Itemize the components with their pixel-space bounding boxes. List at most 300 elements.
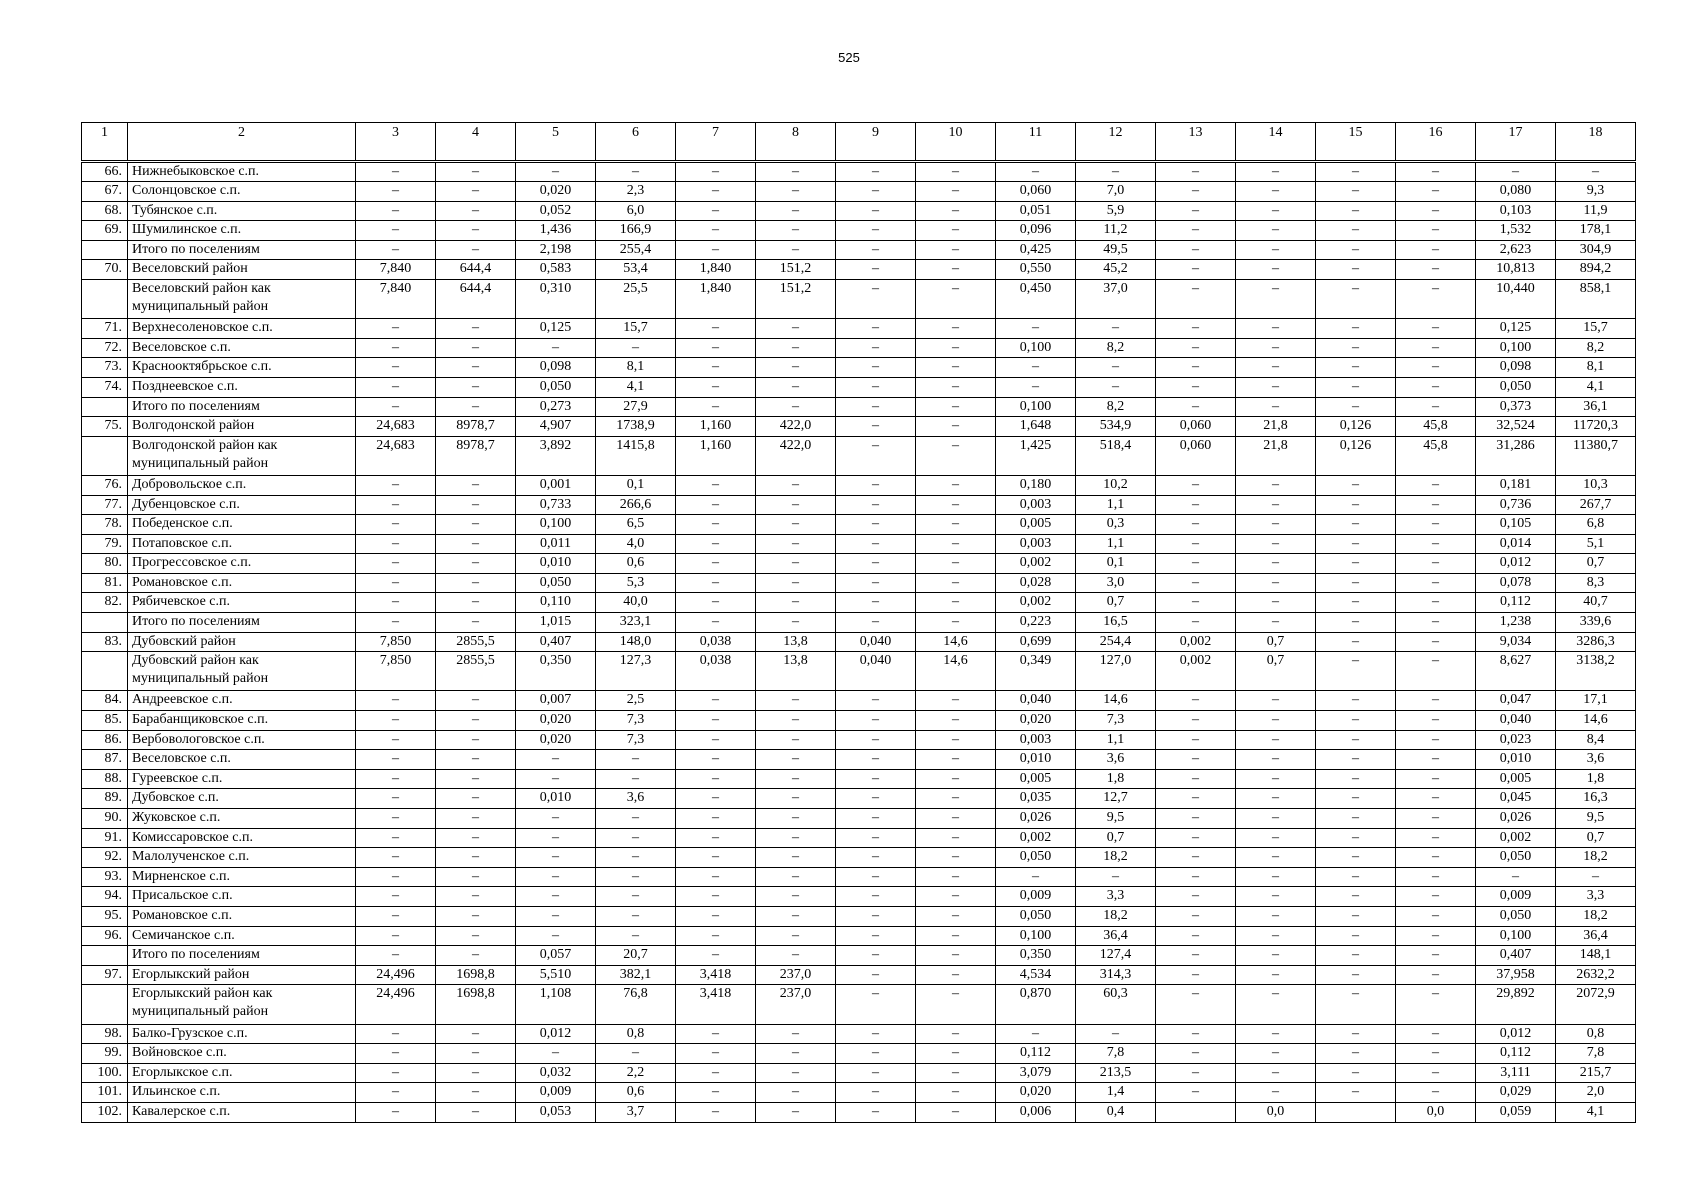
value-cell: – [916,515,996,535]
value-cell: 1698,8 [436,985,516,1024]
value-cell: 2,0 [1556,1083,1636,1103]
value-cell: 3,892 [516,436,596,475]
value-cell: – [1236,397,1316,417]
value-cell: 40,7 [1556,593,1636,613]
value-cell: – [1156,946,1236,966]
value-cell: 0,002 [996,593,1076,613]
table-row [82,965,1636,985]
value-cell: – [436,809,516,829]
value-cell: – [1476,867,1556,887]
value-cell: 21,8 [1236,436,1316,475]
value-cell: – [356,613,436,633]
value-cell: 0,583 [516,260,596,280]
value-cell: – [356,789,436,809]
value-cell: – [836,1024,916,1044]
value-cell: – [1316,377,1396,397]
entity-name-cell: Веселовское с.п. [128,338,356,358]
value-cell: – [916,279,996,318]
value-cell: – [1316,691,1396,711]
value-cell: – [756,711,836,731]
value-cell: 0,8 [596,1024,676,1044]
value-cell: – [436,750,516,770]
value-cell: – [1156,358,1236,378]
entity-name-cell: Балко-Грузское с.п. [128,1024,356,1044]
entity-name-cell: Дубовский район как муниципальный район [128,652,356,691]
value-cell: 0,736 [1476,495,1556,515]
value-cell: – [1076,162,1156,182]
entity-name-cell: Андреевское с.п. [128,691,356,711]
value-cell: – [756,613,836,633]
value-cell: – [596,867,676,887]
value-cell: – [1156,867,1236,887]
value-cell: – [1236,691,1316,711]
value-cell: 1,840 [676,260,756,280]
value-cell: – [916,867,996,887]
value-cell: – [836,985,916,1024]
value-cell: 18,2 [1556,848,1636,868]
value-cell: – [756,182,836,202]
value-cell: 0,026 [1476,809,1556,829]
row-number-cell [82,985,128,1024]
value-cell: – [356,1063,436,1083]
value-cell: – [1236,1044,1316,1064]
entity-name-cell: Волгодонской район как муниципальный район [128,436,356,475]
value-cell: – [1316,789,1396,809]
value-cell: 14,6 [1556,711,1636,731]
value-cell: – [1076,377,1156,397]
entity-name-cell: Егорлыкский район [128,965,356,985]
value-cell: – [356,162,436,182]
entity-name-cell: Дубовское с.п. [128,789,356,809]
value-cell: 2,5 [596,691,676,711]
table-row [82,162,1636,182]
value-cell: – [356,691,436,711]
value-cell: – [1236,613,1316,633]
value-cell: – [1396,279,1476,318]
value-cell: – [756,946,836,966]
value-cell: 53,4 [596,260,676,280]
value-cell: 0,100 [516,515,596,535]
value-cell: 0,100 [1476,338,1556,358]
value-cell: – [996,319,1076,339]
value-cell: 0,010 [996,750,1076,770]
row-number-cell: 81. [82,573,128,593]
value-cell: – [916,848,996,868]
value-cell: 1,160 [676,417,756,437]
value-cell: 24,683 [356,436,436,475]
column-header: 10 [916,123,996,162]
value-cell: 0,550 [996,260,1076,280]
value-cell: 0,035 [996,789,1076,809]
value-cell: – [916,338,996,358]
table-row [82,573,1636,593]
value-cell: 0,112 [1476,593,1556,613]
value-cell: 3,0 [1076,573,1156,593]
value-cell: – [1236,769,1316,789]
value-cell: – [1236,946,1316,966]
value-cell: – [1316,593,1396,613]
value-cell: 0,126 [1316,417,1396,437]
entity-name-cell: Краснооктябрьское с.п. [128,358,356,378]
value-cell: – [1396,1083,1476,1103]
value-cell: – [916,1102,996,1122]
value-cell: – [1316,279,1396,318]
value-cell: 3,3 [1556,887,1636,907]
value-cell: – [1396,260,1476,280]
value-cell: – [756,1102,836,1122]
value-cell: – [1236,358,1316,378]
column-header: 12 [1076,123,1156,162]
value-cell: – [1236,867,1316,887]
value-cell: – [596,848,676,868]
table-row [82,201,1636,221]
value-cell: 21,8 [1236,417,1316,437]
value-cell: 0,002 [1476,828,1556,848]
value-cell: – [1316,867,1396,887]
value-cell: 0,050 [1476,906,1556,926]
value-cell: 0,407 [516,632,596,652]
value-cell: – [1396,632,1476,652]
value-cell: 0,350 [516,652,596,691]
value-cell: – [916,573,996,593]
value-cell: 0,870 [996,985,1076,1024]
value-cell: – [1316,887,1396,907]
row-number-cell: 100. [82,1063,128,1083]
value-cell: – [1316,201,1396,221]
value-cell: – [356,534,436,554]
value-cell: 0,7 [1556,828,1636,848]
value-cell: – [436,691,516,711]
value-cell: – [1396,495,1476,515]
value-cell: 45,2 [1076,260,1156,280]
value-cell: 10,440 [1476,279,1556,318]
value-cell: – [1236,828,1316,848]
value-cell: – [756,1044,836,1064]
entity-name-cell: Итого по поселениям [128,946,356,966]
value-cell: 237,0 [756,985,836,1024]
value-cell: – [916,828,996,848]
value-cell: – [1396,985,1476,1024]
entity-name-cell: Малолученское с.п. [128,848,356,868]
value-cell: – [436,201,516,221]
value-cell: 894,2 [1556,260,1636,280]
value-cell: – [916,260,996,280]
entity-name-cell: Веселовский район [128,260,356,280]
value-cell: 36,4 [1076,926,1156,946]
entity-name-cell: Шумилинское с.п. [128,221,356,241]
value-cell: – [356,906,436,926]
table-row [82,632,1636,652]
value-cell: – [356,1044,436,1064]
table-row [82,279,1636,318]
value-cell: 0,060 [996,182,1076,202]
value-cell: – [836,769,916,789]
table-row [82,417,1636,437]
column-header: 5 [516,123,596,162]
value-cell: – [1396,613,1476,633]
value-cell: – [356,554,436,574]
value-cell: – [436,946,516,966]
value-cell: – [836,573,916,593]
value-cell: – [756,887,836,907]
value-cell: – [836,436,916,475]
value-cell: – [436,789,516,809]
value-cell: – [836,201,916,221]
value-cell: – [516,338,596,358]
value-cell: – [1316,221,1396,241]
value-cell: 0,273 [516,397,596,417]
table-row [82,730,1636,750]
row-number-cell [82,279,128,318]
value-cell: 0,8 [1556,1024,1636,1044]
row-number-cell: 89. [82,789,128,809]
table-row [82,515,1636,535]
entity-name-cell: Солонцовское с.п. [128,182,356,202]
value-cell: – [676,789,756,809]
table-row [82,436,1636,475]
table-row [82,1024,1636,1044]
value-cell: – [1396,554,1476,574]
value-cell: – [1396,1044,1476,1064]
value-cell: 9,034 [1476,632,1556,652]
value-cell: – [916,965,996,985]
value-cell: – [916,162,996,182]
value-cell: – [1316,632,1396,652]
value-cell: 4,1 [1556,1102,1636,1122]
value-cell: – [436,1044,516,1064]
value-cell: – [1316,534,1396,554]
value-cell: 0,7 [1236,632,1316,652]
value-cell: – [676,848,756,868]
value-cell: – [596,162,676,182]
value-cell: – [436,1083,516,1103]
value-cell: 1,840 [676,279,756,318]
row-number-cell: 82. [82,593,128,613]
value-cell: – [1316,946,1396,966]
value-cell: 1,1 [1076,495,1156,515]
value-cell: 0,310 [516,279,596,318]
value-cell: – [836,279,916,318]
value-cell: – [356,769,436,789]
value-cell: 0,005 [1476,769,1556,789]
value-cell: – [1236,221,1316,241]
value-cell: – [1396,515,1476,535]
value-cell: 1,436 [516,221,596,241]
value-cell: 24,496 [356,965,436,985]
value-cell: – [1236,1083,1316,1103]
table-row [82,338,1636,358]
row-number-cell: 74. [82,377,128,397]
value-cell: – [1236,182,1316,202]
table-row [82,828,1636,848]
value-cell: – [1236,1024,1316,1044]
column-header: 2 [128,123,356,162]
value-cell: – [836,789,916,809]
value-cell: – [516,926,596,946]
row-number-cell: 68. [82,201,128,221]
value-cell: 60,3 [1076,985,1156,1024]
value-cell: – [836,377,916,397]
value-cell: 0,020 [996,711,1076,731]
value-cell: 0,1 [596,475,676,495]
value-cell: – [836,358,916,378]
value-cell: – [676,221,756,241]
entity-name-cell: Верхнесоленовское с.п. [128,319,356,339]
value-cell: 7,840 [356,260,436,280]
value-cell: 0,373 [1476,397,1556,417]
value-cell: 0,059 [1476,1102,1556,1122]
value-cell: – [916,906,996,926]
value-cell: – [1316,338,1396,358]
value-cell: – [436,338,516,358]
value-cell: – [356,240,436,260]
value-cell: – [1396,201,1476,221]
value-cell: – [676,182,756,202]
value-cell: 40,0 [596,593,676,613]
value-cell: – [1316,711,1396,731]
value-cell: 25,5 [596,279,676,318]
value-cell: – [1316,182,1396,202]
value-cell: 0,110 [516,593,596,613]
value-cell: 76,8 [596,985,676,1024]
value-cell: – [436,1024,516,1044]
value-cell: – [1156,789,1236,809]
value-cell: – [436,554,516,574]
row-number-cell: 95. [82,906,128,926]
value-cell: – [1156,613,1236,633]
value-cell: – [1156,240,1236,260]
value-cell: – [836,711,916,731]
value-cell: – [1316,1044,1396,1064]
entity-name-cell: Гуреевское с.п. [128,769,356,789]
value-cell: – [1396,887,1476,907]
value-cell: – [1396,926,1476,946]
value-cell: 266,6 [596,495,676,515]
entity-name-cell: Веселовское с.п. [128,750,356,770]
value-cell: – [916,240,996,260]
value-cell: 0,112 [996,1044,1076,1064]
column-header: 6 [596,123,676,162]
value-cell: 3,079 [996,1063,1076,1083]
page-number: 525 [838,50,860,65]
value-cell: – [1556,867,1636,887]
value-cell: 0,050 [996,906,1076,926]
entity-name-cell: Тубянское с.п. [128,201,356,221]
table-row [82,1102,1636,1122]
value-cell: – [1396,965,1476,985]
value-cell: 0,7 [1076,828,1156,848]
value-cell: – [1236,789,1316,809]
value-cell: – [1156,162,1236,182]
value-cell: 7,0 [1076,182,1156,202]
table-row [82,319,1636,339]
entity-name-cell: Дубенцовское с.п. [128,495,356,515]
value-cell: 8,1 [596,358,676,378]
value-cell: – [676,573,756,593]
value-cell: – [1396,769,1476,789]
value-cell: – [1316,573,1396,593]
value-cell: – [1156,593,1236,613]
value-cell: – [836,1102,916,1122]
value-cell: – [436,711,516,731]
value-cell: 36,1 [1556,397,1636,417]
value-cell: – [1236,573,1316,593]
value-cell: 0,040 [1476,711,1556,731]
value-cell: 8,3 [1556,573,1636,593]
value-cell: – [1396,358,1476,378]
value-cell: – [1156,201,1236,221]
table-row [82,358,1636,378]
value-cell: – [916,769,996,789]
row-number-cell: 71. [82,319,128,339]
value-cell: – [356,593,436,613]
value-cell: – [356,495,436,515]
value-cell: 148,1 [1556,946,1636,966]
value-cell: – [1236,750,1316,770]
value-cell: 0,425 [996,240,1076,260]
value-cell: – [1156,828,1236,848]
entity-name-cell: Романовское с.п. [128,906,356,926]
value-cell: 0,051 [996,201,1076,221]
value-cell: – [916,1044,996,1064]
value-cell: 7,8 [1556,1044,1636,1064]
value-cell: – [996,1024,1076,1044]
value-cell: 13,8 [756,652,836,691]
value-cell: 45,8 [1396,417,1476,437]
value-cell: – [436,730,516,750]
value-cell: – [356,809,436,829]
value-cell: – [1156,750,1236,770]
value-cell: – [1236,475,1316,495]
value-cell: – [1316,769,1396,789]
value-cell: 0,005 [996,515,1076,535]
value-cell: 1,8 [1076,769,1156,789]
row-number-cell: 80. [82,554,128,574]
value-cell: – [756,319,836,339]
value-cell: – [356,221,436,241]
value-cell: – [1316,1024,1396,1044]
value-cell: – [756,534,836,554]
value-cell: – [676,809,756,829]
value-cell: 0,052 [516,201,596,221]
row-number-cell: 72. [82,338,128,358]
value-cell: – [836,495,916,515]
value-cell: 0,0 [1236,1102,1316,1122]
table-row [82,809,1636,829]
entity-name-cell: Егорлыкский район как муниципальный район [128,985,356,1024]
column-header: 18 [1556,123,1636,162]
value-cell: – [436,515,516,535]
value-cell: 0,005 [996,769,1076,789]
entity-name-cell: Итого по поселениям [128,613,356,633]
value-cell: – [1156,1083,1236,1103]
entity-name-cell: Нижнебыковское с.п. [128,162,356,182]
value-cell: – [436,906,516,926]
value-cell: – [836,906,916,926]
value-cell: 148,0 [596,632,676,652]
value-cell: – [1316,750,1396,770]
value-cell: – [436,613,516,633]
value-cell: – [1396,338,1476,358]
value-cell: – [916,711,996,731]
value-cell: – [516,750,596,770]
value-cell: – [1236,985,1316,1024]
row-number-cell: 101. [82,1083,128,1103]
value-cell: 323,1 [596,613,676,633]
table-row [82,926,1636,946]
value-cell: – [356,338,436,358]
value-cell: 0,100 [1476,926,1556,946]
